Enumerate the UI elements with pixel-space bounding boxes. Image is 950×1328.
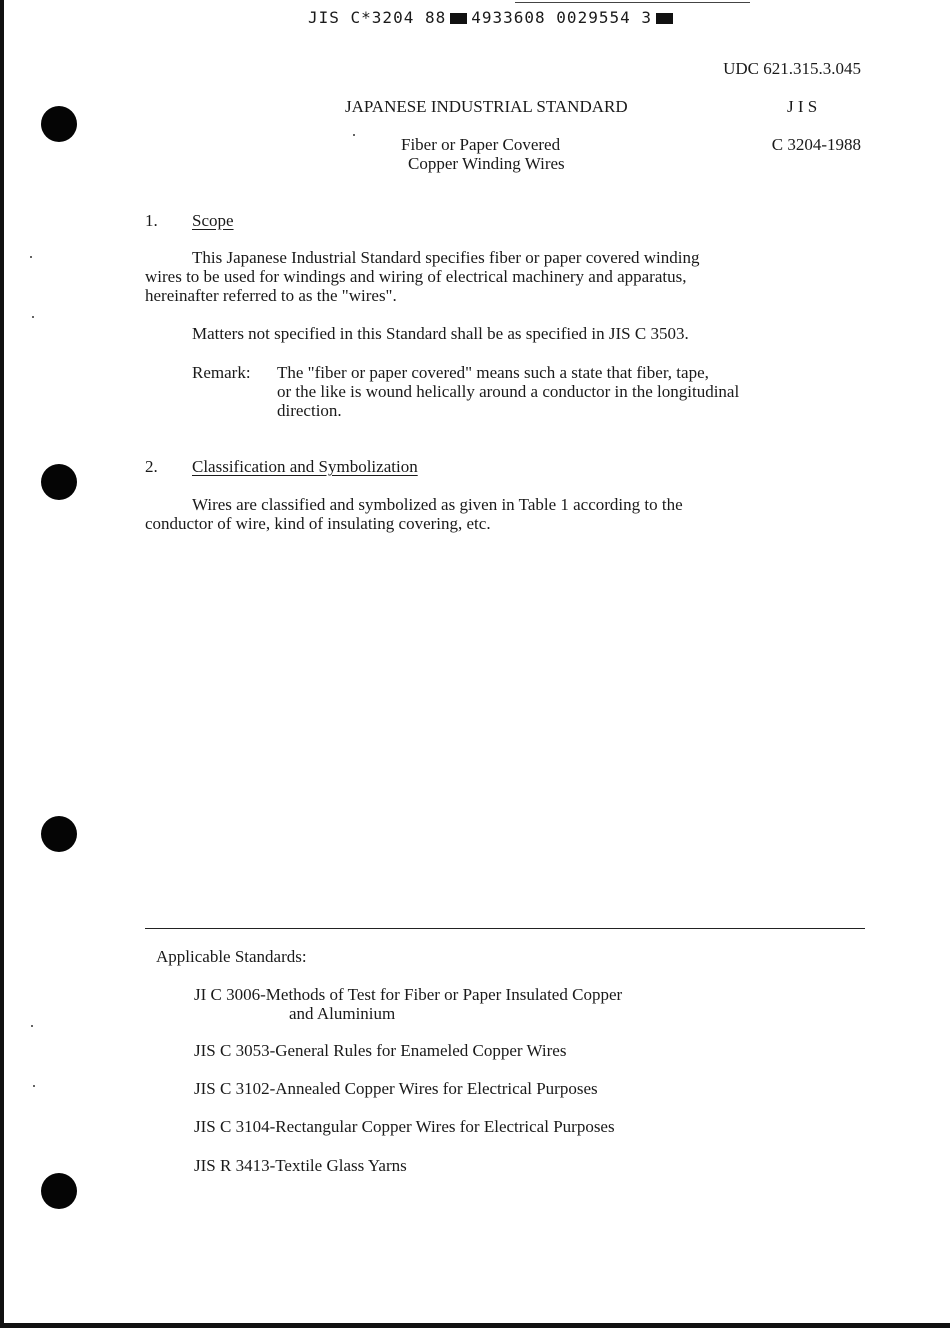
section-1-heading: Scope: [192, 211, 234, 230]
text-line: The "fiber or paper covered" means such a state that fiber, tape,: [277, 363, 709, 382]
scan-speck: [30, 256, 32, 258]
standard-type: JAPANESE INDUSTRIAL STANDARD: [345, 97, 628, 116]
document-header-code: [308, 8, 677, 27]
udc-number: UDC 621.315.3.045: [723, 59, 861, 78]
applicable-standard-item-continuation: and Aluminium: [289, 1004, 396, 1023]
section-2-paragraph: [145, 495, 683, 533]
jis-mark: J I S: [787, 97, 818, 116]
redaction-block: [450, 13, 467, 24]
punch-hole: [41, 106, 77, 142]
applicable-standard-item: JIS C 3102-Annealed Copper Wires for Electrical Purposes: [194, 1079, 598, 1098]
section-2-heading: Classification and Symbolization: [192, 457, 418, 476]
scan-speck: [31, 1025, 33, 1027]
scan-speck: [353, 134, 355, 136]
footnote-divider: [145, 928, 865, 929]
text-line: direction.: [277, 401, 342, 420]
text-line: conductor of wire, kind of insulating covering, etc.: [145, 514, 491, 533]
applicable-standard-item: JIS C 3104-Rectangular Copper Wires for Electrical Purposes: [194, 1117, 615, 1136]
title-line-2: Copper Winding Wires: [408, 154, 565, 173]
title-line-1: Fiber or Paper Covered: [401, 135, 561, 154]
left-margin-rule: [0, 0, 4, 1328]
header-code-prefix: JIS C*3204 88: [308, 8, 447, 27]
text-line: Wires are classified and symbolized as given in Table 1 according to the: [192, 495, 683, 514]
applicable-standard-item: JIS R 3413-Textile Glass Yarns: [194, 1156, 407, 1175]
header-code-number: 4933608 0029554 3: [471, 8, 652, 27]
applicable-standard-item: JI C 3006-Methods of Test for Fiber or Paper Insulated Copper: [194, 985, 623, 1004]
remark-text: [277, 363, 739, 420]
text-line: wires to be used for windings and wiring of electrical machinery and apparatus,: [145, 267, 687, 286]
top-scan-rule: [515, 2, 750, 3]
text-line: or the like is wound helically around a conductor in the longitudinal: [277, 382, 740, 401]
punch-hole: [41, 1173, 77, 1209]
redaction-block: [656, 13, 673, 24]
applicable-standards-heading: Applicable Standards:: [156, 947, 307, 966]
section-2-number: 2.: [145, 457, 158, 476]
remark-label: Remark:: [192, 363, 251, 382]
punch-hole: [41, 816, 77, 852]
scan-speck: [32, 316, 34, 318]
scan-speck: [33, 1085, 35, 1087]
applicable-standard-item: JIS C 3053-General Rules for Enameled Copper Wires: [194, 1041, 567, 1060]
punch-hole: [41, 464, 77, 500]
text-line: hereinafter referred to as the "wires".: [145, 286, 397, 305]
section-1-paragraph-2: Matters not specified in this Standard shall be as specified in JIS C 3503.: [192, 324, 689, 343]
section-1-paragraph-1: [145, 248, 837, 305]
section-1-number: 1.: [145, 211, 158, 230]
standard-number: C 3204-1988: [771, 135, 861, 154]
text-line: This Japanese Industrial Standard specifies fiber or paper covered winding: [192, 248, 700, 267]
bottom-margin-rule: [0, 1323, 950, 1328]
